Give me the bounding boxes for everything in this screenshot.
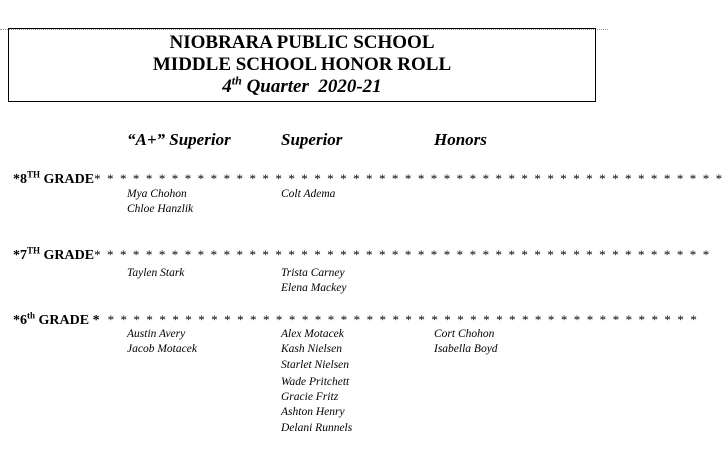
grade-6-superior-list bbox=[281, 327, 352, 436]
honor-roll-title: MIDDLE SCHOOL HONOR ROLL bbox=[152, 54, 452, 75]
grade-8-sup: TH bbox=[27, 169, 41, 180]
grade-6-text: GRADE * bbox=[35, 313, 100, 328]
grade-6-heading bbox=[13, 312, 698, 329]
grade-7-text: GRADE bbox=[40, 248, 95, 263]
list-item: Trista Carney bbox=[281, 267, 345, 279]
list-item: Kash Nielsen bbox=[281, 343, 343, 356]
list-item: Jacob Motacek bbox=[127, 343, 197, 356]
title-box bbox=[8, 28, 596, 102]
list-item: Austin Avery bbox=[127, 328, 186, 340]
school-name: NIOBRARA PUBLIC SCHOOL bbox=[169, 32, 435, 53]
list-item: Elena Mackey bbox=[281, 282, 347, 295]
grade-8-superior-list bbox=[281, 187, 335, 202]
grade-8-label bbox=[13, 169, 95, 187]
list-item: Delani Runnels bbox=[281, 421, 353, 434]
grade-8-a-plus-list bbox=[127, 187, 193, 218]
quarter-number: 4 bbox=[222, 76, 232, 97]
grade-6-label bbox=[13, 310, 100, 328]
list-item: Mya Chohon bbox=[127, 188, 187, 200]
list-item: Taylen Stark bbox=[127, 267, 185, 279]
grade-7-a-plus-list bbox=[127, 266, 184, 281]
list-item: Wade Pritchett bbox=[281, 375, 350, 388]
list-item: Gracie Fritz bbox=[281, 391, 339, 404]
grade-6-stars: * * * * * * * * * * * * * * * * * * * * * * * * * * * * * * * * * * * * * * * * * * * * * * bbox=[107, 312, 699, 327]
grade-6-sup: th bbox=[27, 310, 36, 321]
grade-6-a-plus-list bbox=[127, 327, 197, 358]
grade-7-heading bbox=[13, 247, 711, 264]
list-item: Cort Chohon bbox=[434, 328, 495, 340]
grade-6-prefix: *6 bbox=[13, 313, 27, 328]
grade-6-honors-list bbox=[434, 327, 498, 358]
quarter-suffix: th bbox=[231, 73, 242, 88]
column-header-honors: Honors bbox=[434, 130, 487, 149]
column-header-a-plus: “A+” Superior bbox=[127, 130, 231, 149]
grade-8-prefix: *8 bbox=[13, 172, 27, 187]
quarter-title bbox=[9, 73, 595, 98]
grade-7-prefix: *7 bbox=[13, 248, 27, 263]
list-item: Chloe Hanzlik bbox=[127, 203, 194, 216]
grade-7-superior-list bbox=[281, 266, 346, 297]
grade-7-sup: TH bbox=[27, 245, 41, 256]
list-item: Alex Motacek bbox=[281, 328, 344, 340]
grade-8-text: GRADE bbox=[40, 172, 95, 187]
grade-8-stars: * * * * * * * * * * * * * * * * * * * * * * * * * * * * * * * * * * * * * * * * * * * * * * * * * bbox=[94, 171, 724, 186]
quarter-text: Quarter 2020-21 bbox=[241, 76, 382, 97]
grade-8-heading bbox=[13, 171, 724, 188]
column-header-superior: Superior bbox=[281, 130, 343, 149]
list-item: Isabella Boyd bbox=[434, 343, 498, 356]
list-item: Colt Adema bbox=[281, 188, 336, 200]
grade-7-stars: * * * * * * * * * * * * * * * * * * * * * * * * * * * * * * * * * * * * * * * * * * * * * * * * bbox=[94, 247, 711, 262]
grade-7-label bbox=[13, 245, 95, 263]
list-item: Starlet Nielsen bbox=[281, 358, 350, 371]
list-item: Ashton Henry bbox=[281, 406, 345, 419]
